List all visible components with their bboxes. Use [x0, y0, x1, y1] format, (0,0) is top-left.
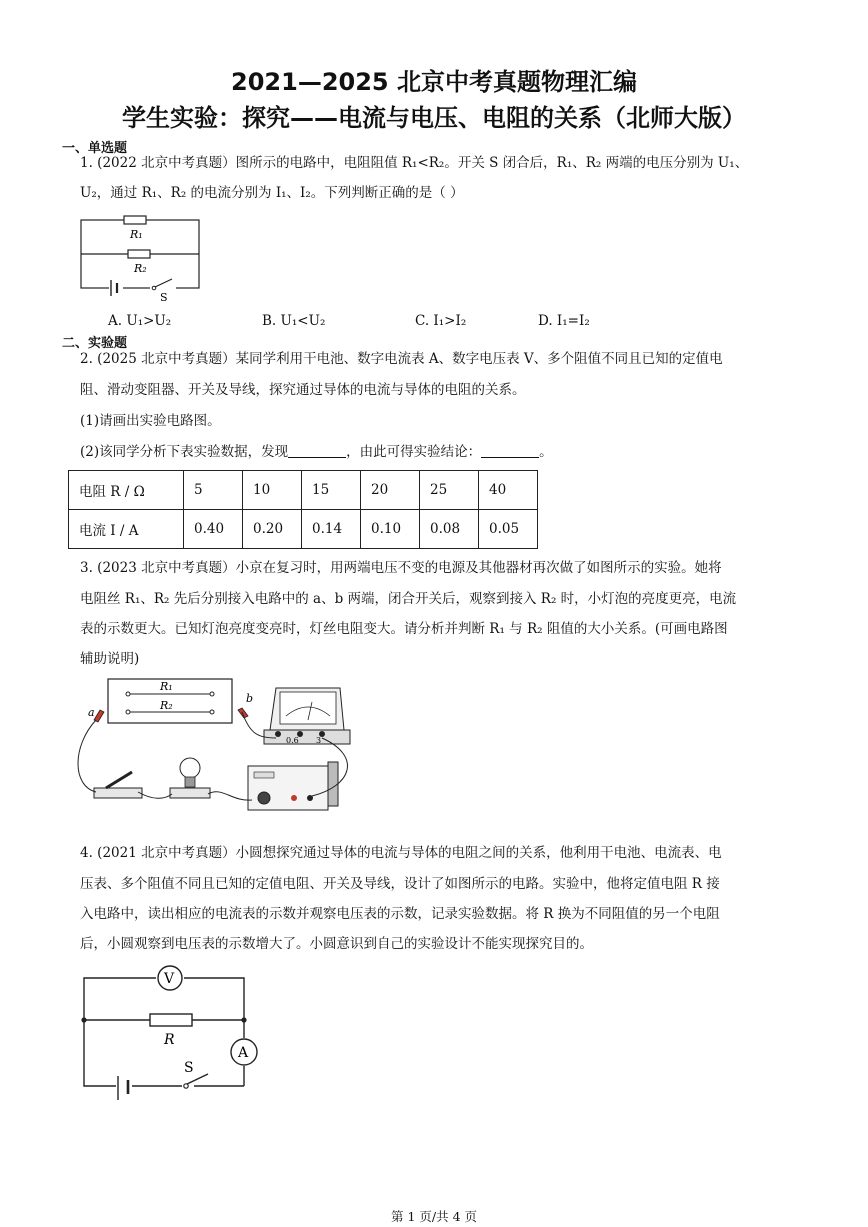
table-row — [69, 471, 538, 510]
section-single-choice: 一、单选题 — [62, 141, 128, 156]
table-cell: 15 — [302, 471, 361, 510]
q2-part2-c: 。 — [539, 444, 553, 460]
q1-line2: U₂，通过 R₁、R₂ 的电流分别为 I₁、I₂。下列判断正确的是（ ） — [80, 185, 464, 201]
table-cell: 0.14 — [302, 510, 361, 549]
q4-label-a: A — [238, 1045, 249, 1061]
q3-label-r1: R₁ — [160, 680, 173, 693]
q4-resistor-r — [150, 1014, 192, 1026]
q4-line3: 入电路中，读出相应的电流表的示数并观察电压表的示数，记录实验数据。将 R 换为不同阻值的另一个电阻 — [80, 906, 720, 922]
q3-line3: 表的示数更大。已知灯泡亮度变亮时，灯丝电阻变大。请分析并判断 R₁ 与 R₂ 阻值的大小关系。(可画电路图 — [80, 621, 728, 637]
q3-meter-label-3: 3 — [316, 736, 322, 745]
section-experiment: 二、实验题 — [62, 336, 128, 351]
q2-line2: 阻、滑动变阻器、开关及导线，探究通过导体的电流与导体的电阻的关系。 — [80, 382, 526, 398]
q1-option-a[interactable]: A. U₁>U₂ — [108, 313, 172, 329]
table-cell: 10 — [243, 471, 302, 510]
q3-bulb — [170, 758, 210, 798]
q4-line1: 4. (2021 北京中考真题）小圆想探究通过导体的电流与导体的电阻之间的关系，他利用干电池、电流表、电 — [80, 845, 722, 861]
q1-resistor-r1 — [124, 216, 146, 224]
q3-meter-label-06: 0.6 — [286, 736, 299, 745]
table-cell: 0.40 — [184, 510, 243, 549]
q1-option-c[interactable]: C. I₁>I₂ — [415, 313, 467, 329]
q4-circuit-diagram — [74, 960, 274, 1106]
table-cell: 0.10 — [361, 510, 420, 549]
q3-knife-switch — [94, 772, 142, 798]
q4-label-r: R — [164, 1032, 175, 1048]
table-header-resistance: 电阻 R / Ω — [69, 471, 184, 510]
table-cell: 40 — [479, 471, 538, 510]
q3-label-b: b — [246, 692, 254, 705]
q3-apparatus-diagram — [72, 676, 362, 816]
table-header-current: 电流 I / A — [69, 510, 184, 549]
q4-line2: 压表、多个阻值不同且已知的定值电阻、开关及导线，设计了如图所示的电路。实验中，他将定值电阻 R 接 — [80, 876, 720, 892]
table-row — [69, 510, 538, 549]
q2-part1: (1)请画出实验电路图。 — [80, 413, 221, 429]
q2-part2-a: (2)该同学分析下表实验数据，发现 — [80, 444, 289, 460]
page-footer: 第 1 页/共 4 页 — [390, 1209, 477, 1224]
q4-label-s: S — [184, 1060, 194, 1076]
q1-label-s: S — [160, 291, 168, 304]
q1-label-r1: R₁ — [130, 228, 143, 241]
page-subtitle: 学生实验：探究——电流与电压、电阻的关系（北师大版） — [122, 104, 746, 132]
q2-data-table — [68, 470, 538, 549]
q4-line4: 后，小圆观察到电压表的示数增大了。小圆意识到自己的实验设计不能实现探究目的。 — [80, 936, 593, 952]
table-cell: 25 — [420, 471, 479, 510]
q3-ammeter — [264, 688, 350, 744]
q3-line2: 电阻丝 R₁、R₂ 先后分别接入电路中的 a、b 两端，闭合开关后，观察到接入 R₂ 时，小灯泡的亮度更亮，电流 — [80, 591, 737, 607]
q3-label-a: a — [88, 706, 95, 719]
q1-circuit-diagram — [76, 212, 206, 304]
q3-power-supply — [248, 762, 338, 810]
q3-line4: 辅助说明) — [80, 651, 140, 667]
q2-part2 — [80, 441, 790, 463]
q1-label-r2: R₂ — [134, 262, 147, 275]
q1-line1: 1. (2022 北京中考真题）图所示的电路中，电阻阻值 R₁<R₂。开关 S 闭合后，R₁、R₂ 两端的电压分别为 U₁、 — [80, 155, 749, 171]
q1-option-d[interactable]: D. I₁=I₂ — [538, 313, 590, 329]
table-cell: 0.08 — [420, 510, 479, 549]
q2-blank-1[interactable] — [288, 443, 346, 458]
q2-line1: 2. (2025 北京中考真题）某同学利用干电池、数字电流表 A、数字电压表 V、多个阻值不同且已知的定值电 — [80, 351, 723, 367]
table-cell: 20 — [361, 471, 420, 510]
q3-line1: 3. (2023 北京中考真题）小京在复习时，用两端电压不变的电源及其他器材再次做了如图所示的实验。她将 — [80, 560, 722, 576]
q1-option-b[interactable]: B. U₁<U₂ — [262, 313, 326, 329]
table-cell: 0.20 — [243, 510, 302, 549]
q4-label-v: V — [164, 971, 175, 987]
q1-resistor-r2 — [128, 250, 150, 258]
q3-clip-b — [238, 708, 248, 718]
q2-blank-2[interactable] — [481, 443, 539, 458]
q3-label-r2: R₂ — [160, 699, 173, 712]
page-title: 2021—2025 北京中考真题物理汇编 — [231, 68, 637, 96]
table-cell: 0.05 — [479, 510, 538, 549]
q2-part2-b: ，由此可得实验结论： — [346, 444, 482, 460]
table-cell: 5 — [184, 471, 243, 510]
